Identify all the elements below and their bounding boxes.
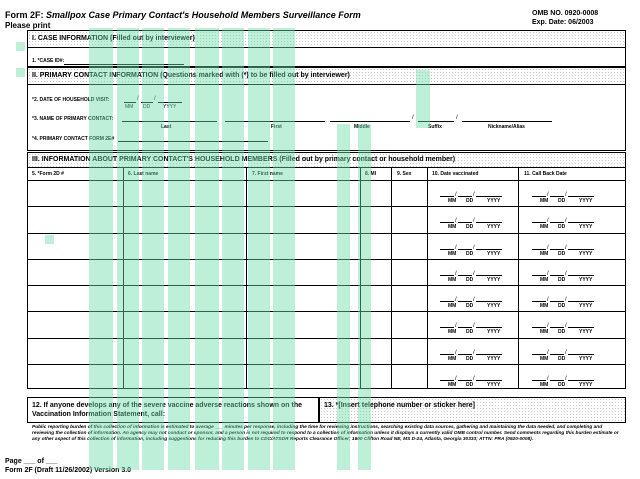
slash: / [137,96,139,102]
slash: / [473,270,475,277]
col-date-vaccinated: 10. Date vaccinated [432,171,479,177]
slash: / [565,192,567,198]
slash: / [565,349,567,356]
date-part-label: DD [558,198,566,204]
dd-label: DD [143,104,151,110]
page-indicator: Page ___ of ___ [5,458,58,465]
date-segment[interactable] [532,196,546,197]
date-part-label: YYYY [487,198,501,204]
date-part-label: MM [448,276,457,283]
section-3-title: III. INFORMATION ABOUT PRIMARY CONTACT'S HOUSEHOLD MEMBERS (Filled out by primary contact or household member) [32,156,456,163]
slash: / [547,192,549,198]
date-part-label: MM [448,329,457,336]
slash: / [473,297,475,303]
date-part-label: MM [540,329,549,336]
mm-label: MM [125,104,134,110]
date-segment[interactable] [568,327,594,328]
call-back-date-field[interactable] [532,293,602,309]
form-title: Smallpox Case Primary Contact's Household Members Surveillance Form [46,10,361,20]
visit-date-label: *2. DATE OF HOUSEHOLD VISIT: [32,97,110,103]
call-back-date-field[interactable] [532,214,602,230]
date-part-label: MM [540,224,549,231]
date-segment[interactable] [532,222,546,223]
date-segment[interactable] [458,380,472,381]
date-segment[interactable] [568,380,594,381]
date-part-label: YYYY [487,250,501,257]
date-part-label: DD [466,224,474,231]
slash: / [473,218,475,225]
highlight-bar [416,70,430,128]
name-part-first: First [271,124,282,130]
date-segment[interactable] [476,196,502,197]
slash: / [565,297,567,303]
date-part-label: MM [540,303,549,309]
date-part-label: DD [466,329,474,336]
slash: / [565,323,567,330]
highlight-bar [222,28,244,470]
highlight-bar [168,28,190,470]
col-sex: 9. Sex [397,171,412,177]
date-segment[interactable] [550,380,564,381]
slash: / [547,270,549,277]
date-part-label: YYYY [579,303,593,309]
date-part-label: YYYY [487,355,501,362]
yyyy-label: YYYY [163,104,177,110]
date-vaccinated-field[interactable] [440,293,510,309]
form-header [5,10,361,20]
call-back-date-field[interactable] [532,319,602,335]
date-vaccinated-field[interactable] [440,372,510,388]
date-vaccinated-field[interactable] [440,241,510,257]
contact-name-label: *3. NAME OF PRIMARY CONTACT: [32,116,114,122]
form-number: Form 2F: [5,10,44,20]
slash: / [473,375,475,382]
call-back-date-field[interactable] [532,372,602,388]
section-13-text: 13. *[Insert telephone number or sticker here] [324,402,475,409]
date-segment[interactable] [550,275,564,276]
please-print: Please print [5,21,51,30]
date-segment[interactable] [440,275,454,276]
section-2-title: II. PRIMARY CONTACT INFORMATION (Questions marked with (*) to be filled out by interviewer) [32,72,350,79]
slash: / [455,375,457,382]
slash: / [547,349,549,356]
date-part-label: DD [466,276,474,283]
date-vaccinated-field[interactable] [440,346,510,362]
date-segment[interactable] [550,354,564,355]
date-part-label: YYYY [487,381,501,388]
date-vaccinated-field[interactable] [440,267,510,283]
date-part-label: YYYY [487,303,501,309]
date-segment[interactable] [532,301,546,302]
date-segment[interactable] [550,249,564,250]
date-segment[interactable] [440,380,454,381]
expiration-date: Exp. Date: 06/2003 [532,19,594,26]
date-part-label: YYYY [487,276,501,283]
highlight-bar [16,42,25,51]
date-segment[interactable] [458,327,472,328]
date-segment[interactable] [568,354,594,355]
date-segment[interactable] [440,222,454,223]
date-part-label: DD [558,329,566,336]
date-part-label: DD [466,198,474,204]
slash: / [473,244,475,251]
col-call-back-date: 11. Call Back Date [524,171,567,177]
date-part-label: MM [448,381,457,388]
date-segment[interactable] [458,222,472,223]
date-part-label: MM [448,224,457,231]
call-back-date-field[interactable] [532,188,602,204]
form-version: Form 2F (Draft 11/26/2002) Version 3.0 [5,467,132,474]
section-1-title: I. CASE INFORMATION (Filled out by interviewer) [32,35,195,42]
omb-number: OMB NO. 0920-0008 [532,10,599,17]
date-vaccinated-field[interactable] [440,319,510,335]
slash: / [455,192,457,198]
date-segment[interactable] [476,275,502,276]
date-part-label: DD [466,250,474,257]
form-2e-label: *4. PRIMARY CONTACT FORM 2E# [32,136,115,142]
date-part-label: MM [448,250,457,257]
date-part-label: DD [558,303,566,309]
date-segment[interactable] [550,301,564,302]
slash: / [473,349,475,356]
contact-nickname-field[interactable] [462,121,552,122]
col-first-name: 7. First name [252,171,283,177]
col-form-2d: 5. *Form 2D # [32,171,64,177]
date-segment[interactable] [568,222,594,223]
date-part-label: DD [558,250,566,257]
slash: / [456,115,458,121]
date-segment[interactable] [476,301,502,302]
slash: / [565,270,567,277]
call-back-date-field[interactable] [532,346,602,362]
date-part-label: YYYY [487,329,501,336]
date-part-label: DD [466,355,474,362]
date-segment[interactable] [532,380,546,381]
date-part-label: MM [540,250,549,257]
contact-middle-name-field[interactable] [330,121,410,122]
date-part-label: DD [558,381,566,388]
date-segment[interactable] [458,249,472,250]
date-segment[interactable] [440,301,454,302]
slash: / [547,323,549,330]
date-segment[interactable] [550,222,564,223]
highlight-bar [16,68,25,77]
date-segment[interactable] [550,327,564,328]
date-part-label: MM [448,355,457,362]
call-back-date-field[interactable] [532,241,602,257]
name-part-last: Last [161,124,172,130]
highlight-bar [142,28,164,470]
highlight-bar [45,235,54,244]
date-part-label: YYYY [579,276,593,283]
case-id-label: 1. *CASE ID#: [32,58,65,64]
date-part-label: MM [540,198,549,204]
date-part-label: MM [540,276,549,283]
highlight-bar [89,28,113,470]
date-segment[interactable] [440,354,454,355]
slash: / [455,323,457,330]
date-segment[interactable] [568,196,594,197]
date-part-label: DD [558,276,566,283]
date-segment[interactable] [440,327,454,328]
date-segment[interactable] [476,380,502,381]
date-segment[interactable] [458,275,472,276]
form-2e-field[interactable] [118,141,268,142]
col-mi: 8. MI [365,171,377,177]
name-part-middle: Middle [354,124,370,130]
date-part-label: MM [540,381,549,388]
date-part-label: YYYY [579,198,593,204]
section-12-text: 12. If anyone develops any of the severe vaccine adverse reactions shown on the Vaccination Information Statement, call: [32,402,302,418]
slash: / [565,375,567,382]
date-segment[interactable] [440,249,454,250]
date-vaccinated-field[interactable] [440,214,510,230]
name-part-suffix: Suffix [428,124,442,130]
highlight-bar [337,124,350,470]
slash: / [154,96,156,102]
date-part-label: YYYY [579,224,593,231]
date-segment[interactable] [532,249,546,250]
date-part-label: MM [448,303,457,309]
date-segment[interactable] [568,249,594,250]
date-segment[interactable] [532,327,546,328]
burden-statement: Public reporting burden of this collection of information is estimated to average ___ minutes per response, including the time for reviewing instructions, searching existing data sources, gathering and maintaining the data needed, and completing and reviewing the collection of information. An agency may not conduct or sponsor, and a person is not required to respond to a collection of information unless it displays a currently valid OMB control number. Send comments regarding this burden estimate or any other aspect of this collection of information, including suggestions for reducing this burden to CDC/ATSDR Reports Clearance Officer; 1600 Clifton Road NE, MS D-24, Atlanta, Georgia 30333; ATTN: PRA (0920-0008). [32,425,619,443]
slash: / [547,375,549,382]
slash: / [455,297,457,303]
highlight-bar [117,28,139,470]
col-last-name: 6. Last name [128,171,159,177]
slash: / [473,323,475,330]
date-segment[interactable] [532,354,546,355]
date-part-label: DD [466,381,474,388]
slash: / [565,218,567,225]
slash: / [455,349,457,356]
highlight-bar [273,28,295,470]
date-part-label: YYYY [579,381,593,388]
date-segment[interactable] [476,354,502,355]
date-segment[interactable] [550,196,564,197]
call-back-date-field[interactable] [532,267,602,283]
slash: / [547,244,549,251]
date-segment[interactable] [568,301,594,302]
date-segment[interactable] [440,196,454,197]
slash: / [473,192,475,198]
date-segment[interactable] [476,327,502,328]
name-part-nickname: Nickname/Alias [488,124,525,130]
date-part-label: DD [558,224,566,231]
date-part-label: DD [558,355,566,362]
highlight-bar [195,28,219,470]
date-segment[interactable] [458,301,472,302]
slash: / [547,297,549,303]
slash: / [455,218,457,225]
date-segment[interactable] [476,222,502,223]
slash: / [455,270,457,277]
slash: / [412,115,414,121]
date-segment[interactable] [458,196,472,197]
slash: / [565,244,567,251]
highlight-bar [248,28,270,470]
date-vaccinated-field[interactable] [440,188,510,204]
date-part-label: DD [466,303,474,309]
date-segment[interactable] [568,275,594,276]
date-part-label: MM [540,355,549,362]
date-segment[interactable] [476,249,502,250]
date-part-label: YYYY [579,329,593,336]
date-part-label: MM [448,198,457,204]
date-segment[interactable] [458,354,472,355]
date-part-label: YYYY [579,250,593,257]
date-segment[interactable] [532,275,546,276]
date-part-label: YYYY [487,224,501,231]
slash: / [455,244,457,251]
date-part-label: YYYY [579,355,593,362]
slash: / [547,218,549,225]
highlight-bar [358,124,371,470]
